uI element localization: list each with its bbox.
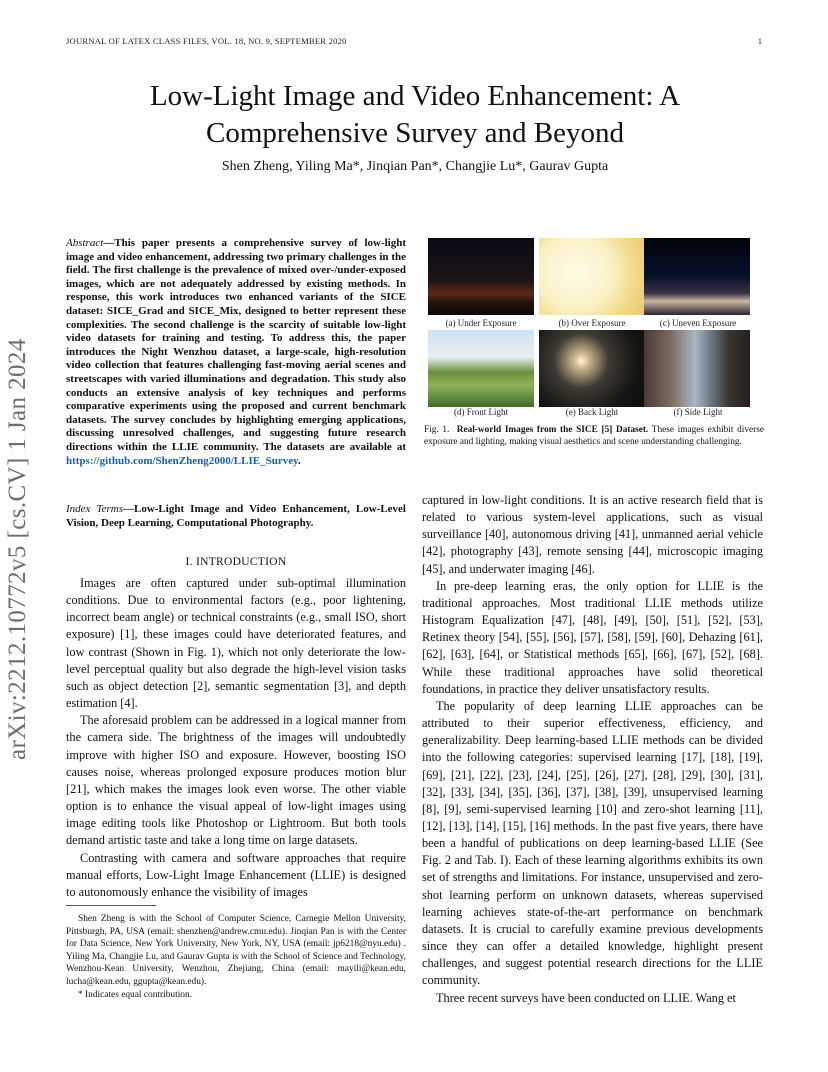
figure-1-caption (424, 424, 764, 448)
caption-e: (e) Back Light (565, 407, 619, 417)
abstract-label: Abstract (66, 237, 104, 249)
image-uneven-exposure (644, 238, 750, 315)
caption-c: (c) Uneven Exposure (659, 318, 737, 328)
abstract-text: —This paper presents a comprehensive survey of low-light image and video enhancement, addressing two primary challenges in the field. The first challenge is the prevalence of mixed over-/under-exposed images, which are not adequately addressed by existing methods. In response, this work introduces two enhanced variants of the SICE dataset: SICE_Grad and SICE_Mix, designed to better represent these complexities. The second challenge is the scarcity of suitable low-light video datasets for training and testing. To address this, the paper introduces the Night Wenzhou dataset, a large-scale, high-resolution video collection that features challenging fast-moving aerial scenes and streetscapes with varied illuminations and degradation. This study also conducts an extensive analysis of key techniques and performs comparative experiments using the proposed and current benchmark datasets. The survey concludes by highlighting emerging applications, discussing unresolved challenges, and suggesting future research directions within the LLIE community. The datasets are available at (66, 237, 406, 453)
footnote-equal-contribution: * Indicates equal contribution. (78, 989, 193, 1000)
author-list: Shen Zheng, Yiling Ma*, Jinqian Pan*, Changjie Lu*, Gaurav Gupta (221, 159, 609, 174)
paragraph: In pre-deep learning eras, the only option for LLIE is the traditional approaches. Most traditional LLIE methods utilize Histogram Equalization [47], [48], [49], [50], [51], [52], [53], Retinex theory [54], [55], [56], [57], [58], [59], [60], Dehazing [61], [62], [63], [64], or Statistical methods [65], [66], [67], [52], [68]. While these traditional approaches have solid theoretical foundations, in practice they deliver unsatisfactory results. (422, 578, 763, 696)
caption-a: (a) Under Exposure (445, 318, 517, 328)
image-back-light (539, 330, 645, 407)
section-heading: I. INTRODUCTION (185, 556, 287, 568)
caption-d: (d) Front Light (454, 407, 508, 417)
image-under-exposure (428, 238, 534, 315)
footnote-rule (66, 905, 156, 906)
index-terms-text: —Low-Light Image and Video Enhancement, Low-Level Vision, Deep Learning, Computational Photography. (66, 503, 406, 529)
dataset-link[interactable]: https://github.com/ShenZheng2000/LLIE_Survey (66, 454, 298, 467)
arxiv-stamp: arXiv:2212.10772v5 [cs.CV] 1 Jan 2024 (4, 338, 31, 760)
paragraph: captured in low-light conditions. It is an active research field that is related to various system-level applications, such as visual surveillance [40], autonomous driving [41], unmanned aerial vehicle [42], photography [43], remote sensing [44], microscopic imaging [45], and underwater imaging [46]. (422, 493, 763, 576)
page-number: 1 (757, 36, 762, 46)
paragraph: The popularity of deep learning LLIE approaches can be attributed to their superior effectiveness, efficiency, and generalizability. Deep learning-based LLIE methods can be divided into the following categories: supervised learning [17], [18], [19], [69], [21], [22], [23], [24], [25], [26], [27], [28], [29], [30], [31], [32], [33], [34], [35], [36], [37], [38], [39], unsupervised learning [8], [9], semi-supervised learning [10] and zero-shot learning [11], [12], [13], [14], [15], [16] methods. In the past five years, there have been a handful of publications on deep learning-based LLIE (See Fig. 2 and Tab. I). Each of these learning algorithms exhibits its own set of strengths and limitations. For instance, unsupervised and zero-shot learning perform on unknown datasets, whereas supervised learning achieves state-of-the-art performance on benchmark datasets. It is crucial to carefully examine previous developments since they can offer a detailed knowledge, highlight present challenges, and suggest potential research directions for the LLIE community. (422, 698, 763, 988)
abstract-end: . (297, 454, 301, 467)
title-line-1: Low-Light Image and Video Enhancement: A (149, 80, 681, 112)
figure-label: Fig. 1. (424, 425, 450, 435)
abstract (66, 237, 406, 468)
index-terms-label: Index Terms (66, 503, 123, 515)
image-side-light (644, 330, 750, 407)
paragraph: Three recent surveys have been conducted on LLIE. Wang et (436, 990, 736, 1005)
image-over-exposure (539, 238, 645, 315)
paper-title (90, 78, 740, 152)
paragraph: Images are often captured under sub-optimal illumination conditions. Due to environmental factors (e.g., poor lightening, incorrect beam angle) or technical constraints (e.g., small ISO, short exposure) [1], these images could have deteriorated features, and low contrast (Shown in Fig. 1), which not only deteriorate the low-level perceptual quality but also degrade the high-level vision tasks such as object detection [2], semantic segmentation [3], and depth estimation [4]. (66, 576, 406, 711)
footnote-affiliations: Shen Zheng is with the School of Computer Science, Carnegie Mellon University, Pittsburgh, PA, USA (email: shenzhen@andrew.cmu.edu). Jinqian Pan is with the Center for Data Science, New York University, New York, NY, USA (email: jp6218@nyu.edu) . Yiling Ma, Changjie Lu, and Gaurav Gupta is with the School of Science and Technology, Wenzhou-Kean University, Wenzhou, Zhejiang, China (email: mayili@kean.edu, lucha@kean.edu, ggupta@kean.edu). (66, 914, 406, 987)
figure-caption-text: These images exhibit diverse exposure and lighting, making visual aesthetics and scene understanding challenging. (424, 425, 764, 448)
paragraph: Contrasting with camera and software approaches that require manual efforts, Low-Light Image Enhancement (LLIE) is designed to autonomously enhance the visibility of images (66, 850, 406, 899)
right-column-body (422, 492, 763, 1007)
running-header: JOURNAL OF LATEX CLASS FILES, VOL. 18, NO. 9, SEPTEMBER 2020 (66, 36, 347, 46)
figure-1 (426, 238, 766, 420)
caption-b: (b) Over Exposure (558, 318, 626, 328)
index-terms (66, 503, 406, 530)
image-front-light (428, 330, 534, 407)
title-line-2: Comprehensive Survey and Beyond (205, 117, 624, 149)
left-column-body (66, 575, 406, 901)
paragraph: The aforesaid problem can be addressed in a logical manner from the camera side. The brightness of the images will undoubtedly improve with higher ISO and exposure. However, boosting ISO causes noise, whereas prolonged exposure produces motion blur [21], which makes the images look even worse. The other viable option is to enhance the visual appeal of low-light images using image editing tools like Photoshop or Lightroom. But both tools demand artistic taste and take a long time on large datasets. (66, 713, 406, 848)
footnote (66, 913, 406, 1001)
caption-f: (f) Side Light (673, 407, 723, 417)
figure-caption-title: Real-world Images from the SICE [5] Dataset. (456, 425, 649, 435)
